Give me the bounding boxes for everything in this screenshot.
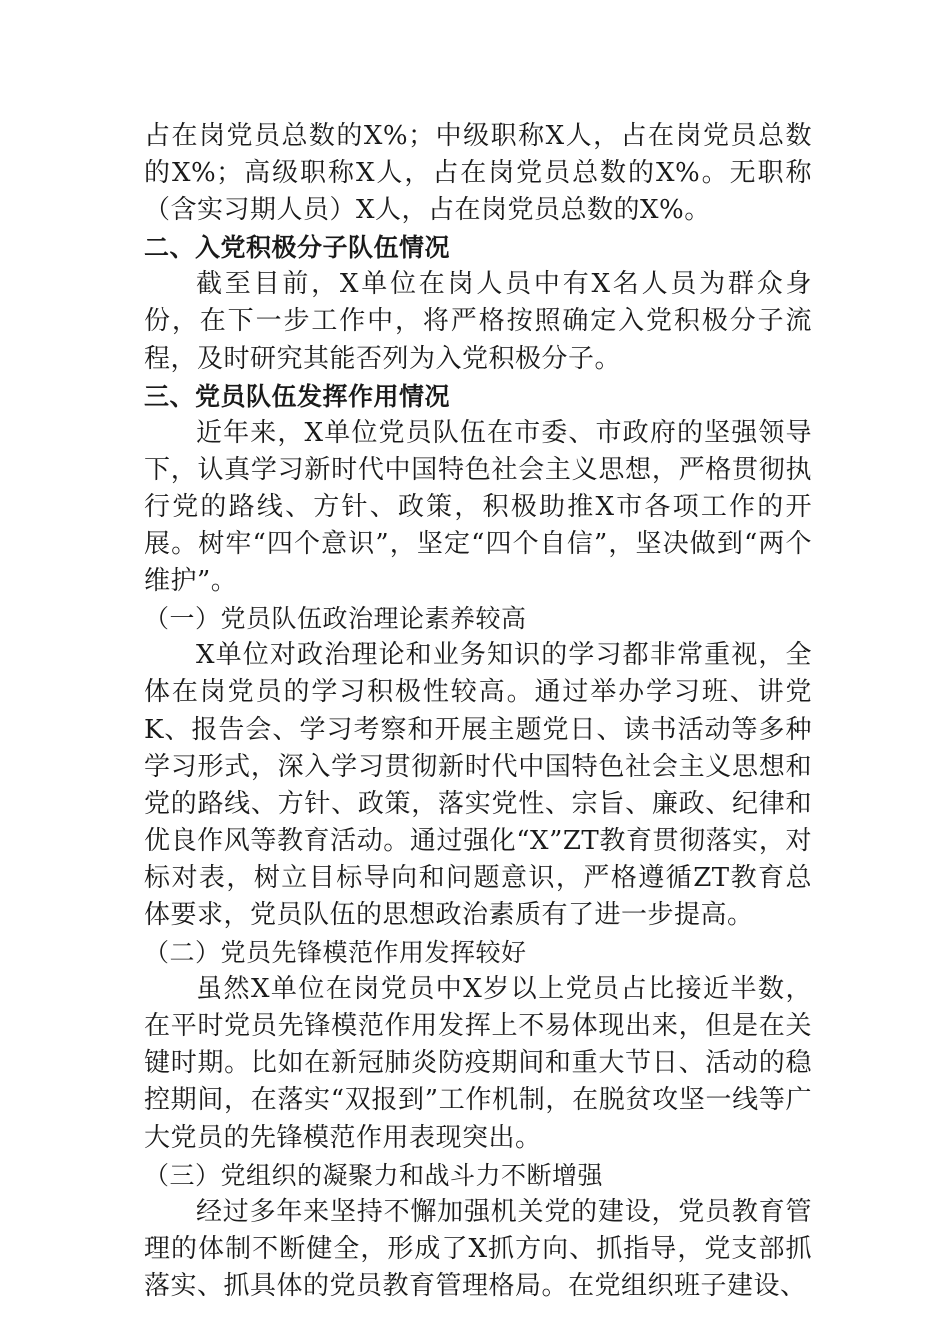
body-paragraph-continued: 占在岗党员总数的X%；中级职称X人，占在岗党员总数的X%；高级职称X人，占在岗党员总数的X%。无职称（含实习期人员）X人，占在岗党员总数的X%。 xyxy=(144,121,812,226)
subsection-heading-2: （二）党员先锋模范作用发挥较好 xyxy=(144,938,527,968)
body-paragraph: X单位对政治理论和业务知识的学习都非常重视，全体在岗党员的学习积极性较高。通过举办学习班、讲党K、报告会、学习考察和开展主题党日、读书活动等多种学习形式，深入学习贯彻新时代中国特色社会主义思想和党的路线、方针、政策，落实党性、宗旨、廉政、纪律和优良作风等教育活动。通过强化“X”ZT教育贯彻落实，对标对表，树立目标导向和问题意识，严格遵循ZT教育总体要求，党员队伍的思想政治素质有了进一步提高。 xyxy=(144,640,812,930)
subsection-heading-1: （一）党员队伍政治理论素养较高 xyxy=(144,604,527,634)
subsection-heading-3: （三）党组织的凝聚力和战斗力不断增强 xyxy=(144,1160,604,1190)
body-paragraph: 经过多年来坚持不懈加强机关党的建设，党员教育管理的体制不断健全，形成了X抓方向、抓指导，党支部抓落实、抓具体的党员教育管理格局。在党组织班子建设、 xyxy=(144,1196,812,1301)
body-paragraph: 近年来，X单位党员队伍在市委、市政府的坚强领导下，认真学习新时代中国特色社会主义思想，严格贯彻执行党的路线、方针、政策，积极助推X市各项工作的开展。树牢“四个意识”，坚定“四个自信”，坚决做到“两个维护”。 xyxy=(144,417,812,597)
body-paragraph: 虽然X单位在岗党员中X岁以上党员占比接近半数，在平时党员先锋模范作用发挥上不易体现出来，但是在关键时期。比如在新冠肺炎防疫期间和重大节日、活动的稳控期间，在落实“双报到”工作机制，在脱贫攻坚一线等广大党员的先锋模范作用表现突出。 xyxy=(144,974,812,1153)
section-heading-3: 三、党员队伍发挥作用情况 xyxy=(144,381,451,411)
document-body xyxy=(144,118,812,1305)
body-paragraph: 截至目前，X单位在岗人员中有X名人员为群众身份，在下一步工作中，将严格按照确定入党积极分子流程，及时研究其能否列为入党积极分子。 xyxy=(144,269,812,374)
section-heading-2: 二、入党积极分子队伍情况 xyxy=(144,233,451,263)
